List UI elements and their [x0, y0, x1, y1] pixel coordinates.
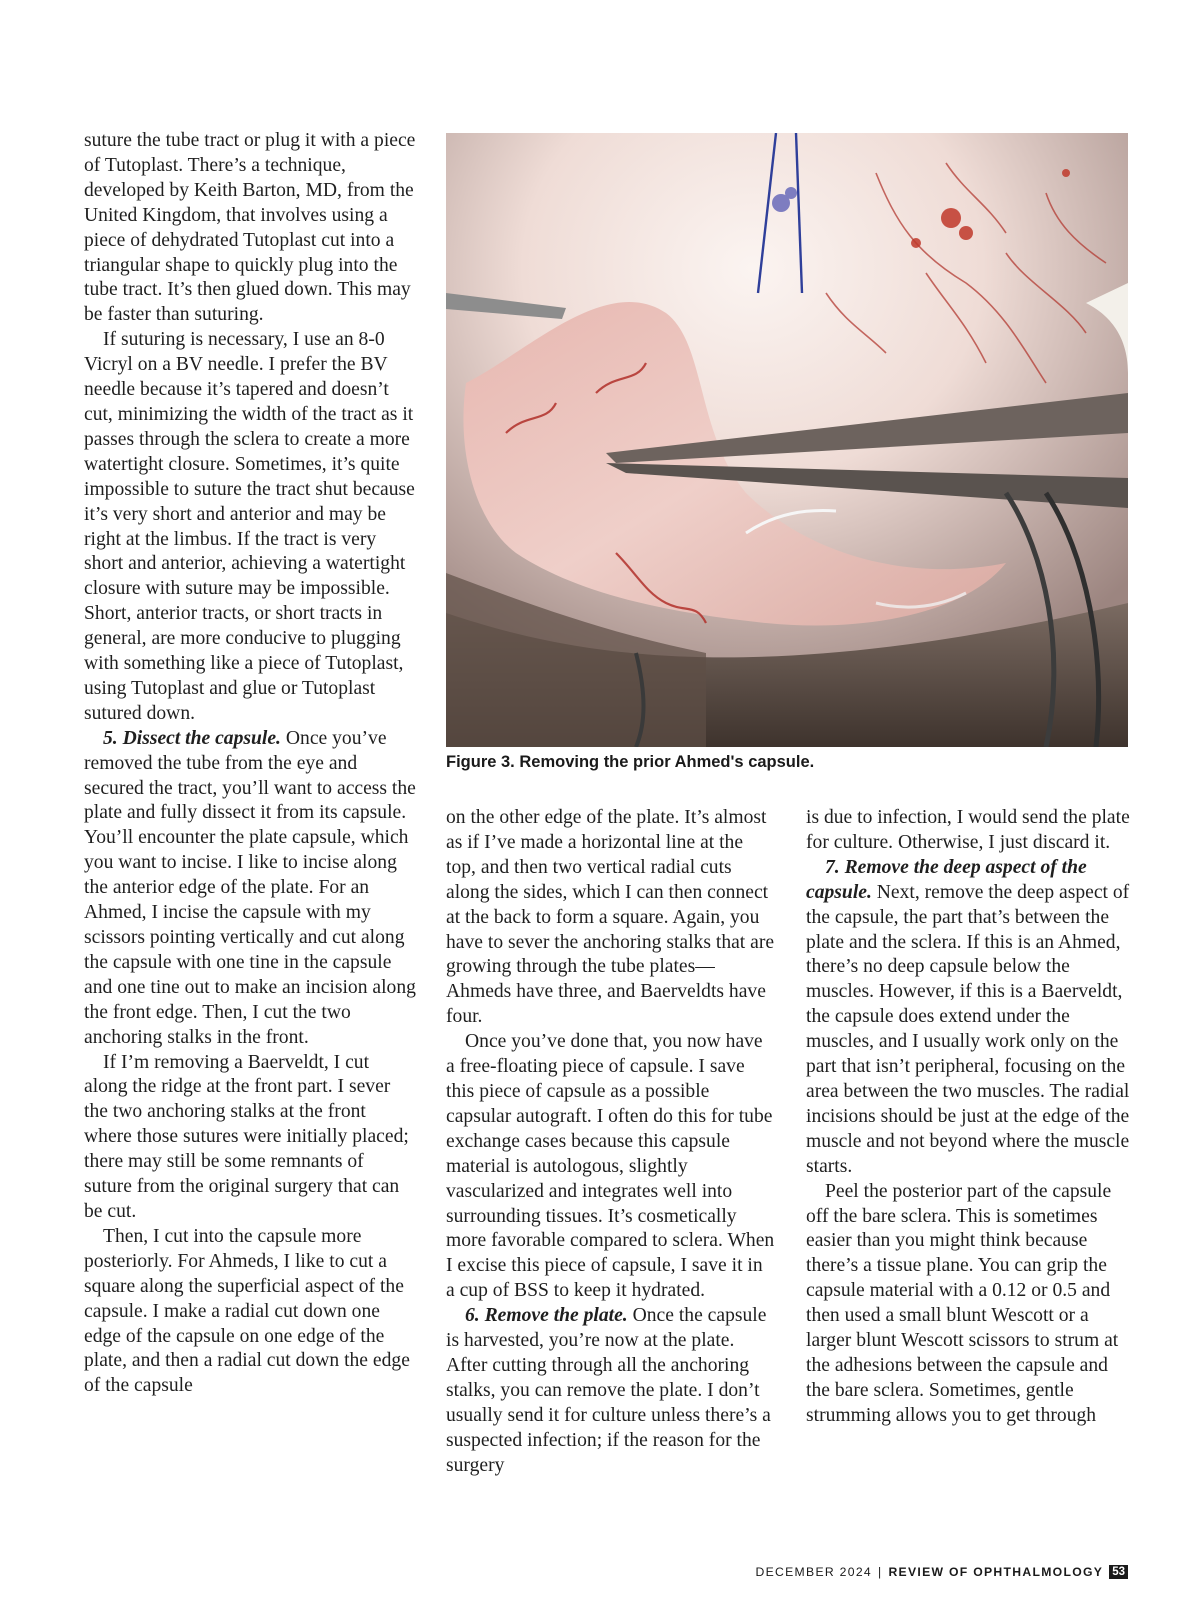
paragraph: is due to infection, I would send the plate for culture. Otherwise, I just discard it. — [806, 807, 1130, 853]
page-footer — [756, 1563, 1129, 1581]
paragraph: Once you’ve done that, you now have a free-floating piece of capsule. I save this piece of capsule as a possible capsular autograft. I often do this for tube exchange cases because this capsule material is autologous, slightly vascularized and integrates well into surrounding tissues. It’s cosmetically more favorable compared to sclera. When I excise this piece of capsule, I save it in a cup of BSS to keep it hydrated. — [446, 1031, 775, 1302]
paragraph-text: Once the capsule is harvested, you’re now at the plate. After cutting through all the anchoring stalks, you can remove the plate. I don’t usually send it for culture unless there’s a suspected infection; if the reason for the surgery — [446, 1305, 771, 1476]
figure-caption: Figure 3. Removing the prior Ahmed's capsule. — [446, 753, 815, 771]
text-column-2 — [446, 806, 776, 1478]
paragraph — [806, 856, 1136, 1180]
paragraph-text: Once you’ve removed the tube from the eye and secured the tract, you’ll want to access the plate and fully dissect it from its capsule. You’ll encounter the plate capsule, which you want to incise. I like to incise along the anterior edge of the plate. For an Ahmed, I incise the capsule with my scissors pointing vertically and cut along the capsule with one tine in the capsule and one tine out to make an incision along the front edge. Then, I cut the two anchoring stalks in the front. — [84, 727, 416, 1048]
text-column-3 — [806, 806, 1136, 1429]
footer-separator: | — [877, 1565, 883, 1579]
text-column-1 — [84, 129, 416, 1399]
paragraph: If I’m removing a Baerveldt, I cut along the ridge at the front part. I sever the two anchoring stalks at the front where those sutures were initially placed; there may still be some remnants of suture from the original surgery that can be cut. — [84, 1051, 409, 1222]
paragraph: Peel the posterior part of the capsule off the bare sclera. This is sometimes easier than you might think because there’s a tissue plane. You can grip the capsule material with a 0.12 or 0.5 and then used a small blunt Wescott or a larger blunt Wescott scissors to strum at the adhesions between the capsule and the bare sclera. Sometimes, gentle strumming allows you to get through — [806, 1180, 1119, 1426]
issue-date: DECEMBER 2024 — [755, 1565, 872, 1579]
paragraph: If suturing is necessary, I use an 8-0 Vicryl on a BV needle. I prefer the BV needle because it’s tapered and doesn’t cut, minimizing the width of the tract as it passes through the sclera to create a more watertight closure. Sometimes, it’s quite impossible to suture the tract shut because it’s very short and anterior and may be right at the limbus. If the tract is very short and anterior, achieving a watertight closure with suture may be impossible. Short, anterior tracts, or short tracts in general, are more conducive to plugging with something like a piece of Tutoplast, using Tutoplast and glue or Tutoplast sutured down. — [84, 329, 415, 724]
paragraph — [446, 1304, 776, 1478]
paragraph-text: Next, remove the deep aspect of the capsule, the part that’s between the plate and the sclera. If this is an Ahmed, there’s no deep capsule below the muscles. However, if this is a Baerveldt, the capsule does extend under the muscles, and I usually work only on the part that isn’t peripheral, focusing on the area between the two muscles. The radial incisions should be just at the edge of the muscle and not beyond where the muscle starts. — [806, 881, 1130, 1177]
section-heading: 6. Remove the plate. — [465, 1305, 628, 1327]
page-number: 53 — [1109, 1565, 1128, 1579]
paragraph — [84, 727, 416, 1051]
paragraph: Then, I cut into the capsule more posteriorly. For Ahmeds, I like to cut a square along the superficial aspect of the capsule. I make a radial cut down one edge of the capsule on one edge of the plate, and then a radial cut down the edge of the capsule — [84, 1225, 410, 1397]
section-heading: 7. Remove the deep aspect of the capsule. — [806, 856, 1087, 903]
surgical-photo — [446, 133, 1128, 747]
paragraph: on the other edge of the plate. It’s almost as if I’ve made a horizontal line at the top, and then two vertical radial cuts along the sides, which I can then connect at the back to form a square. Again, you have to sever the anchoring stalks that are growing through the tube plates—Ahmeds have three, and Baerveldts have four. — [446, 807, 775, 1028]
section-heading: 5. Dissect the capsule. — [103, 727, 281, 749]
paragraph: suture the tube tract or plug it with a piece of Tutoplast. There’s a technique, developed by Keith Barton, MD, from the United Kingdom, that involves using a piece of dehydrated Tutoplast cut into a triangular shape to quickly plug into the tube tract. It’s then glued down. This may be faster than suturing. — [84, 130, 416, 326]
publication-name: REVIEW OF OPHTHALMOLOGY — [888, 1565, 1104, 1579]
